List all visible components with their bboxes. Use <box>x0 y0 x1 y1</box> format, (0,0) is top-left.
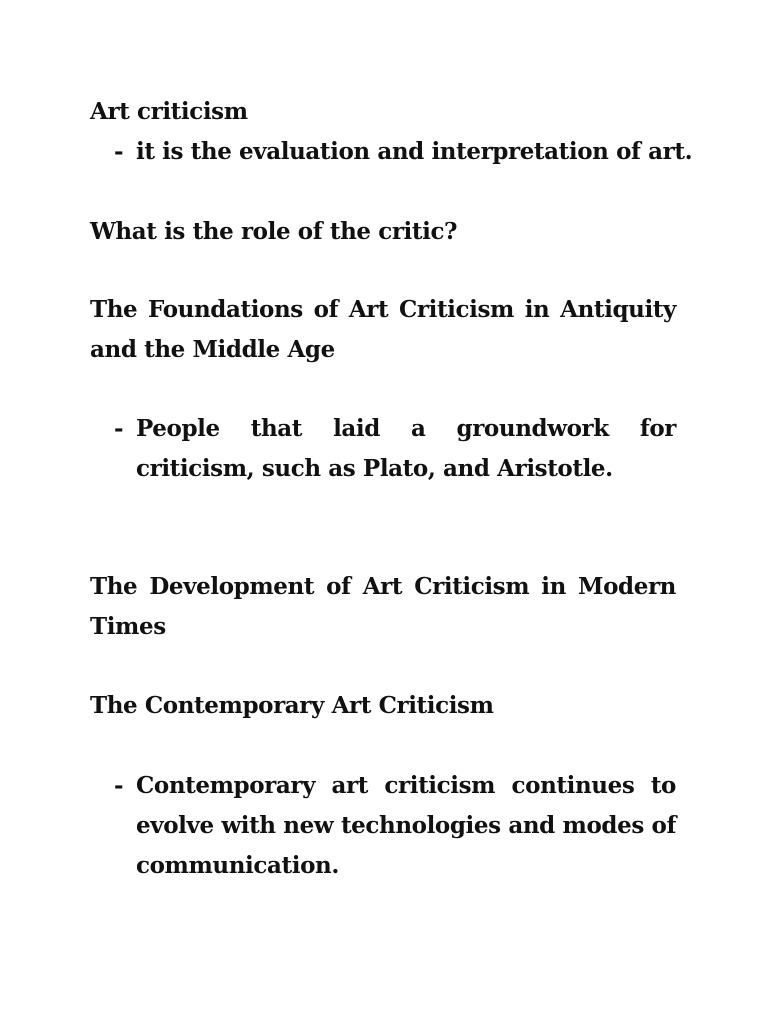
bullet-marker: - <box>114 772 124 799</box>
heading-art-criticism: Art criticism <box>90 98 248 125</box>
definition-text: it is the evaluation and interpretation of art. <box>136 138 693 165</box>
question-text: What is the role of the critic? <box>90 218 458 245</box>
modern-heading: The Development of Art Criticism in Modern Times <box>90 573 676 640</box>
foundations-bullet-text: People that laid a groundwork for criticism, such as Plato, and Aristotle. <box>136 415 676 482</box>
contemporary-bullet-text: Contemporary art criticism continues to evolve with new technologies and modes of communication. <box>136 772 676 879</box>
bullet-marker: - <box>114 415 124 442</box>
foundations-heading: The Foundations of Art Criticism in Antiquity and the Middle Age <box>90 296 676 363</box>
bullet-marker: - <box>114 138 124 165</box>
contemporary-heading: The Contemporary Art Criticism <box>90 692 494 719</box>
